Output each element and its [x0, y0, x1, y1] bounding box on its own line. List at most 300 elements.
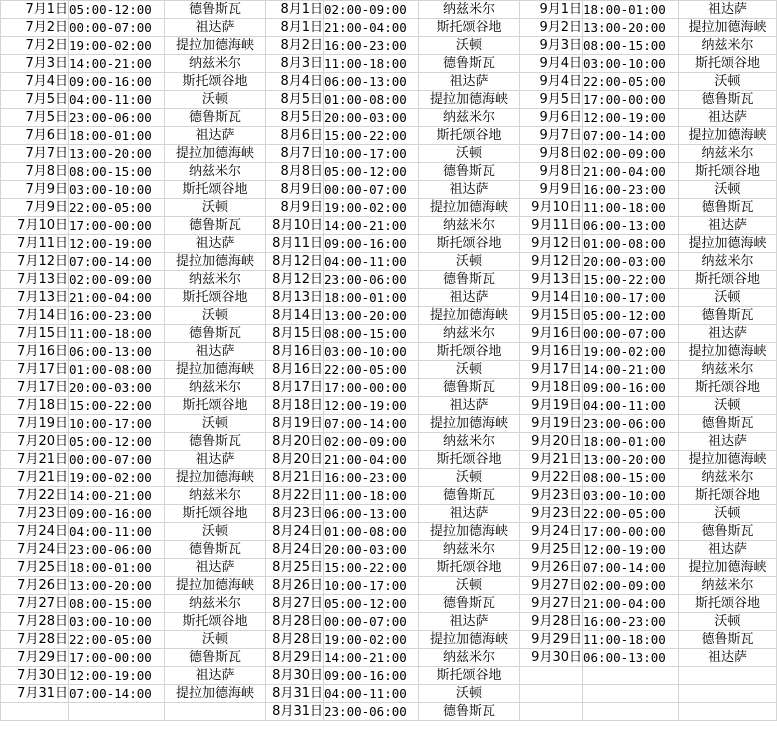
- date-cell[interactable]: 9月8日: [520, 163, 583, 181]
- time-cell[interactable]: 15:00-22:00: [69, 397, 165, 415]
- date-cell[interactable]: 8月14日: [266, 307, 324, 325]
- location-cell[interactable]: 祖达萨: [419, 613, 520, 631]
- date-cell[interactable]: 8月12日: [266, 271, 324, 289]
- date-cell[interactable]: 8月23日: [266, 505, 324, 523]
- time-cell[interactable]: 17:00-00:00: [324, 379, 419, 397]
- time-cell[interactable]: 19:00-02:00: [583, 343, 679, 361]
- time-cell[interactable]: 22:00-05:00: [324, 361, 419, 379]
- location-cell[interactable]: 德鲁斯瓦: [679, 631, 777, 649]
- date-cell[interactable]: 8月28日: [266, 613, 324, 631]
- time-cell[interactable]: 06:00-13:00: [583, 649, 679, 667]
- location-cell[interactable]: 祖达萨: [165, 127, 266, 145]
- time-cell[interactable]: 05:00-12:00: [324, 163, 419, 181]
- location-cell[interactable]: 提拉加德海峡: [165, 685, 266, 703]
- time-cell[interactable]: 01:00-08:00: [69, 361, 165, 379]
- date-cell[interactable]: 7月18日: [1, 397, 69, 415]
- date-cell[interactable]: 7月13日: [1, 289, 69, 307]
- date-cell[interactable]: 7月20日: [1, 433, 69, 451]
- location-cell[interactable]: 沃顿: [165, 415, 266, 433]
- date-cell[interactable]: 9月23日: [520, 505, 583, 523]
- date-cell[interactable]: 8月25日: [266, 559, 324, 577]
- time-cell[interactable]: 12:00-19:00: [324, 397, 419, 415]
- location-cell[interactable]: 纳兹米尔: [165, 379, 266, 397]
- date-cell[interactable]: 8月4日: [266, 73, 324, 91]
- location-cell[interactable]: 祖达萨: [165, 235, 266, 253]
- date-cell[interactable]: 7月11日: [1, 235, 69, 253]
- date-cell[interactable]: 7月19日: [1, 415, 69, 433]
- date-cell[interactable]: 7月28日: [1, 631, 69, 649]
- date-cell[interactable]: 9月24日: [520, 523, 583, 541]
- time-cell[interactable]: 18:00-01:00: [583, 1, 679, 19]
- date-cell[interactable]: 7月28日: [1, 613, 69, 631]
- location-cell[interactable]: 德鲁斯瓦: [419, 379, 520, 397]
- location-cell[interactable]: 沃顿: [165, 91, 266, 109]
- location-cell[interactable]: 德鲁斯瓦: [165, 1, 266, 19]
- time-cell[interactable]: 06:00-13:00: [69, 343, 165, 361]
- time-cell[interactable]: 23:00-06:00: [324, 703, 419, 721]
- date-cell[interactable]: 8月15日: [266, 325, 324, 343]
- location-cell[interactable]: 提拉加德海峡: [165, 37, 266, 55]
- time-cell[interactable]: 04:00-11:00: [324, 253, 419, 271]
- date-cell[interactable]: 9月19日: [520, 397, 583, 415]
- location-cell[interactable]: 沃顿: [165, 199, 266, 217]
- date-cell[interactable]: [1, 703, 69, 721]
- time-cell[interactable]: 13:00-20:00: [583, 451, 679, 469]
- date-cell[interactable]: 7月12日: [1, 253, 69, 271]
- date-cell[interactable]: 8月22日: [266, 487, 324, 505]
- location-cell[interactable]: 纳兹米尔: [419, 649, 520, 667]
- date-cell[interactable]: 7月17日: [1, 361, 69, 379]
- time-cell[interactable]: 03:00-10:00: [69, 181, 165, 199]
- date-cell[interactable]: 7月7日: [1, 145, 69, 163]
- time-cell[interactable]: 08:00-15:00: [69, 595, 165, 613]
- time-cell[interactable]: 00:00-07:00: [324, 181, 419, 199]
- time-cell[interactable]: 14:00-21:00: [324, 649, 419, 667]
- time-cell[interactable]: 02:00-09:00: [69, 271, 165, 289]
- location-cell[interactable]: 纳兹米尔: [165, 55, 266, 73]
- location-cell[interactable]: 提拉加德海峡: [419, 631, 520, 649]
- time-cell[interactable]: 08:00-15:00: [583, 469, 679, 487]
- date-cell[interactable]: 9月19日: [520, 415, 583, 433]
- time-cell[interactable]: 08:00-15:00: [69, 163, 165, 181]
- location-cell[interactable]: 沃顿: [679, 397, 777, 415]
- time-cell[interactable]: 02:00-09:00: [583, 145, 679, 163]
- location-cell[interactable]: 斯托颂谷地: [419, 559, 520, 577]
- date-cell[interactable]: 9月6日: [520, 109, 583, 127]
- location-cell[interactable]: 祖达萨: [165, 667, 266, 685]
- location-cell[interactable]: 沃顿: [679, 73, 777, 91]
- time-cell[interactable]: 16:00-23:00: [69, 307, 165, 325]
- location-cell[interactable]: 祖达萨: [679, 1, 777, 19]
- time-cell[interactable]: 10:00-17:00: [324, 577, 419, 595]
- date-cell[interactable]: 8月30日: [266, 667, 324, 685]
- location-cell[interactable]: 沃顿: [419, 361, 520, 379]
- date-cell[interactable]: 7月1日: [1, 1, 69, 19]
- time-cell[interactable]: 23:00-06:00: [69, 109, 165, 127]
- time-cell[interactable]: 11:00-18:00: [324, 55, 419, 73]
- time-cell[interactable]: 03:00-10:00: [583, 487, 679, 505]
- time-cell[interactable]: 09:00-16:00: [69, 505, 165, 523]
- time-cell[interactable]: 04:00-11:00: [69, 523, 165, 541]
- date-cell[interactable]: 8月5日: [266, 91, 324, 109]
- time-cell[interactable]: 09:00-16:00: [583, 379, 679, 397]
- time-cell[interactable]: 18:00-01:00: [69, 559, 165, 577]
- location-cell[interactable]: 德鲁斯瓦: [165, 109, 266, 127]
- date-cell[interactable]: 8月20日: [266, 451, 324, 469]
- time-cell[interactable]: 16:00-23:00: [324, 469, 419, 487]
- location-cell[interactable]: 纳兹米尔: [679, 253, 777, 271]
- location-cell[interactable]: 德鲁斯瓦: [165, 433, 266, 451]
- location-cell[interactable]: 提拉加德海峡: [679, 343, 777, 361]
- date-cell[interactable]: 8月13日: [266, 289, 324, 307]
- time-cell[interactable]: 21:00-04:00: [583, 595, 679, 613]
- date-cell[interactable]: 7月25日: [1, 559, 69, 577]
- location-cell[interactable]: 祖达萨: [679, 109, 777, 127]
- location-cell[interactable]: 纳兹米尔: [679, 361, 777, 379]
- time-cell[interactable]: 17:00-00:00: [69, 217, 165, 235]
- location-cell[interactable]: 纳兹米尔: [419, 433, 520, 451]
- time-cell[interactable]: 19:00-02:00: [69, 37, 165, 55]
- time-cell[interactable]: 11:00-18:00: [583, 631, 679, 649]
- location-cell[interactable]: 沃顿: [679, 289, 777, 307]
- time-cell[interactable]: 07:00-14:00: [69, 685, 165, 703]
- location-cell[interactable]: 斯托颂谷地: [419, 343, 520, 361]
- location-cell[interactable]: 提拉加德海峡: [165, 253, 266, 271]
- time-cell[interactable]: 05:00-12:00: [69, 1, 165, 19]
- date-cell[interactable]: 9月15日: [520, 307, 583, 325]
- time-cell[interactable]: 20:00-03:00: [69, 379, 165, 397]
- time-cell[interactable]: 05:00-12:00: [324, 595, 419, 613]
- time-cell[interactable]: 13:00-20:00: [69, 577, 165, 595]
- time-cell[interactable]: 15:00-22:00: [583, 271, 679, 289]
- location-cell[interactable]: 德鲁斯瓦: [679, 523, 777, 541]
- time-cell[interactable]: 18:00-01:00: [583, 433, 679, 451]
- date-cell[interactable]: 9月4日: [520, 55, 583, 73]
- time-cell[interactable]: 21:00-04:00: [69, 289, 165, 307]
- location-cell[interactable]: 德鲁斯瓦: [165, 649, 266, 667]
- date-cell[interactable]: 9月5日: [520, 91, 583, 109]
- location-cell[interactable]: 祖达萨: [419, 181, 520, 199]
- date-cell[interactable]: 9月4日: [520, 73, 583, 91]
- time-cell[interactable]: 22:00-05:00: [583, 505, 679, 523]
- location-cell[interactable]: 祖达萨: [419, 505, 520, 523]
- time-cell[interactable]: 12:00-19:00: [69, 235, 165, 253]
- location-cell[interactable]: 斯托颂谷地: [165, 289, 266, 307]
- time-cell[interactable]: 06:00-13:00: [324, 73, 419, 91]
- location-cell[interactable]: 祖达萨: [419, 289, 520, 307]
- location-cell[interactable]: 德鲁斯瓦: [679, 307, 777, 325]
- time-cell[interactable]: 04:00-11:00: [583, 397, 679, 415]
- time-cell[interactable]: 03:00-10:00: [324, 343, 419, 361]
- time-cell[interactable]: 13:00-20:00: [583, 19, 679, 37]
- location-cell[interactable]: 德鲁斯瓦: [679, 415, 777, 433]
- time-cell[interactable]: 16:00-23:00: [324, 37, 419, 55]
- date-cell[interactable]: 8月8日: [266, 163, 324, 181]
- location-cell[interactable]: 提拉加德海峡: [679, 451, 777, 469]
- location-cell[interactable]: 祖达萨: [165, 559, 266, 577]
- time-cell[interactable]: 09:00-16:00: [69, 73, 165, 91]
- time-cell[interactable]: 16:00-23:00: [583, 613, 679, 631]
- time-cell[interactable]: 14:00-21:00: [69, 55, 165, 73]
- date-cell[interactable]: 9月30日: [520, 649, 583, 667]
- date-cell[interactable]: 7月26日: [1, 577, 69, 595]
- location-cell[interactable]: 祖达萨: [419, 73, 520, 91]
- date-cell[interactable]: 7月5日: [1, 91, 69, 109]
- time-cell[interactable]: 20:00-03:00: [324, 109, 419, 127]
- time-cell[interactable]: 16:00-23:00: [583, 181, 679, 199]
- time-cell[interactable]: 10:00-17:00: [583, 289, 679, 307]
- date-cell[interactable]: 8月6日: [266, 127, 324, 145]
- location-cell[interactable]: 纳兹米尔: [165, 163, 266, 181]
- location-cell[interactable]: 提拉加德海峡: [419, 307, 520, 325]
- location-cell[interactable]: 沃顿: [419, 577, 520, 595]
- location-cell[interactable]: 祖达萨: [679, 433, 777, 451]
- location-cell[interactable]: 德鲁斯瓦: [165, 217, 266, 235]
- location-cell[interactable]: 斯托颂谷地: [679, 271, 777, 289]
- time-cell[interactable]: 14:00-21:00: [583, 361, 679, 379]
- location-cell[interactable]: 斯托颂谷地: [679, 595, 777, 613]
- location-cell[interactable]: [679, 667, 777, 685]
- time-cell[interactable]: 12:00-19:00: [69, 667, 165, 685]
- location-cell[interactable]: 斯托颂谷地: [419, 235, 520, 253]
- location-cell[interactable]: 纳兹米尔: [419, 109, 520, 127]
- location-cell[interactable]: 德鲁斯瓦: [419, 595, 520, 613]
- location-cell[interactable]: 提拉加德海峡: [679, 19, 777, 37]
- date-cell[interactable]: 9月11日: [520, 217, 583, 235]
- location-cell[interactable]: 德鲁斯瓦: [165, 541, 266, 559]
- date-cell[interactable]: 8月11日: [266, 235, 324, 253]
- location-cell[interactable]: 沃顿: [419, 685, 520, 703]
- date-cell[interactable]: 9月16日: [520, 325, 583, 343]
- time-cell[interactable]: 10:00-17:00: [324, 145, 419, 163]
- location-cell[interactable]: [679, 685, 777, 703]
- location-cell[interactable]: 提拉加德海峡: [165, 361, 266, 379]
- date-cell[interactable]: [520, 667, 583, 685]
- date-cell[interactable]: 7月15日: [1, 325, 69, 343]
- location-cell[interactable]: 提拉加德海峡: [165, 145, 266, 163]
- time-cell[interactable]: 11:00-18:00: [69, 325, 165, 343]
- date-cell[interactable]: 8月28日: [266, 631, 324, 649]
- location-cell[interactable]: 祖达萨: [165, 19, 266, 37]
- location-cell[interactable]: 沃顿: [679, 181, 777, 199]
- location-cell[interactable]: 斯托颂谷地: [165, 181, 266, 199]
- date-cell[interactable]: 7月8日: [1, 163, 69, 181]
- date-cell[interactable]: 7月17日: [1, 379, 69, 397]
- location-cell[interactable]: 提拉加德海峡: [679, 559, 777, 577]
- time-cell[interactable]: 21:00-04:00: [324, 19, 419, 37]
- location-cell[interactable]: 德鲁斯瓦: [419, 271, 520, 289]
- date-cell[interactable]: 7月27日: [1, 595, 69, 613]
- time-cell[interactable]: 10:00-17:00: [69, 415, 165, 433]
- time-cell[interactable]: 07:00-14:00: [324, 415, 419, 433]
- date-cell[interactable]: 7月10日: [1, 217, 69, 235]
- location-cell[interactable]: 斯托颂谷地: [679, 487, 777, 505]
- date-cell[interactable]: 7月3日: [1, 55, 69, 73]
- date-cell[interactable]: 8月9日: [266, 181, 324, 199]
- date-cell[interactable]: 7月2日: [1, 37, 69, 55]
- date-cell[interactable]: 7月9日: [1, 199, 69, 217]
- time-cell[interactable]: 20:00-03:00: [583, 253, 679, 271]
- location-cell[interactable]: 纳兹米尔: [679, 469, 777, 487]
- location-cell[interactable]: 纳兹米尔: [679, 577, 777, 595]
- location-cell[interactable]: 斯托颂谷地: [165, 505, 266, 523]
- time-cell[interactable]: 21:00-04:00: [583, 163, 679, 181]
- location-cell[interactable]: 提拉加德海峡: [165, 469, 266, 487]
- time-cell[interactable]: 07:00-14:00: [69, 253, 165, 271]
- time-cell[interactable]: 18:00-01:00: [324, 289, 419, 307]
- location-cell[interactable]: 沃顿: [419, 253, 520, 271]
- location-cell[interactable]: 沃顿: [165, 631, 266, 649]
- time-cell[interactable]: [69, 703, 165, 721]
- date-cell[interactable]: 8月9日: [266, 199, 324, 217]
- time-cell[interactable]: 13:00-20:00: [324, 307, 419, 325]
- time-cell[interactable]: 22:00-05:00: [69, 631, 165, 649]
- date-cell[interactable]: 7月22日: [1, 487, 69, 505]
- date-cell[interactable]: 7月2日: [1, 19, 69, 37]
- date-cell[interactable]: 9月26日: [520, 559, 583, 577]
- location-cell[interactable]: 斯托颂谷地: [679, 379, 777, 397]
- date-cell[interactable]: 9月9日: [520, 181, 583, 199]
- date-cell[interactable]: 9月7日: [520, 127, 583, 145]
- location-cell[interactable]: 斯托颂谷地: [679, 55, 777, 73]
- location-cell[interactable]: 纳兹米尔: [419, 1, 520, 19]
- time-cell[interactable]: [583, 685, 679, 703]
- location-cell[interactable]: 提拉加德海峡: [165, 577, 266, 595]
- date-cell[interactable]: 9月10日: [520, 199, 583, 217]
- location-cell[interactable]: 德鲁斯瓦: [419, 703, 520, 721]
- date-cell[interactable]: 8月16日: [266, 361, 324, 379]
- date-cell[interactable]: 8月29日: [266, 649, 324, 667]
- time-cell[interactable]: 17:00-00:00: [583, 91, 679, 109]
- date-cell[interactable]: 9月18日: [520, 379, 583, 397]
- date-cell[interactable]: 9月27日: [520, 577, 583, 595]
- time-cell[interactable]: 11:00-18:00: [324, 487, 419, 505]
- date-cell[interactable]: 7月23日: [1, 505, 69, 523]
- date-cell[interactable]: 8月3日: [266, 55, 324, 73]
- date-cell[interactable]: 9月29日: [520, 631, 583, 649]
- location-cell[interactable]: 提拉加德海峡: [419, 415, 520, 433]
- date-cell[interactable]: 9月21日: [520, 451, 583, 469]
- location-cell[interactable]: 斯托颂谷地: [679, 163, 777, 181]
- location-cell[interactable]: 沃顿: [419, 145, 520, 163]
- time-cell[interactable]: 00:00-07:00: [69, 451, 165, 469]
- location-cell[interactable]: 德鲁斯瓦: [165, 325, 266, 343]
- location-cell[interactable]: 德鲁斯瓦: [419, 163, 520, 181]
- time-cell[interactable]: 23:00-06:00: [583, 415, 679, 433]
- date-cell[interactable]: 9月2日: [520, 19, 583, 37]
- time-cell[interactable]: 00:00-07:00: [583, 325, 679, 343]
- date-cell[interactable]: 9月17日: [520, 361, 583, 379]
- location-cell[interactable]: 沃顿: [679, 505, 777, 523]
- time-cell[interactable]: 00:00-07:00: [324, 613, 419, 631]
- date-cell[interactable]: 7月16日: [1, 343, 69, 361]
- date-cell[interactable]: 7月31日: [1, 685, 69, 703]
- location-cell[interactable]: 斯托颂谷地: [419, 127, 520, 145]
- time-cell[interactable]: 22:00-05:00: [69, 199, 165, 217]
- date-cell[interactable]: 7月24日: [1, 523, 69, 541]
- time-cell[interactable]: 04:00-11:00: [69, 91, 165, 109]
- time-cell[interactable]: 08:00-15:00: [324, 325, 419, 343]
- location-cell[interactable]: 纳兹米尔: [679, 37, 777, 55]
- time-cell[interactable]: 09:00-16:00: [324, 667, 419, 685]
- date-cell[interactable]: 7月14日: [1, 307, 69, 325]
- date-cell[interactable]: 8月26日: [266, 577, 324, 595]
- location-cell[interactable]: 纳兹米尔: [679, 145, 777, 163]
- location-cell[interactable]: 德鲁斯瓦: [419, 487, 520, 505]
- time-cell[interactable]: 07:00-14:00: [583, 127, 679, 145]
- time-cell[interactable]: 14:00-21:00: [324, 217, 419, 235]
- date-cell[interactable]: 9月1日: [520, 1, 583, 19]
- date-cell[interactable]: 7月21日: [1, 451, 69, 469]
- time-cell[interactable]: 08:00-15:00: [583, 37, 679, 55]
- location-cell[interactable]: 德鲁斯瓦: [679, 199, 777, 217]
- date-cell[interactable]: 8月5日: [266, 109, 324, 127]
- date-cell[interactable]: 7月6日: [1, 127, 69, 145]
- location-cell[interactable]: 斯托颂谷地: [419, 451, 520, 469]
- location-cell[interactable]: 斯托颂谷地: [419, 19, 520, 37]
- time-cell[interactable]: 06:00-13:00: [583, 217, 679, 235]
- location-cell[interactable]: 德鲁斯瓦: [419, 55, 520, 73]
- date-cell[interactable]: 9月12日: [520, 253, 583, 271]
- date-cell[interactable]: 8月31日: [266, 685, 324, 703]
- date-cell[interactable]: 7月5日: [1, 109, 69, 127]
- location-cell[interactable]: 提拉加德海峡: [419, 199, 520, 217]
- time-cell[interactable]: 12:00-19:00: [583, 109, 679, 127]
- location-cell[interactable]: 提拉加德海峡: [419, 91, 520, 109]
- date-cell[interactable]: 7月9日: [1, 181, 69, 199]
- time-cell[interactable]: 17:00-00:00: [69, 649, 165, 667]
- time-cell[interactable]: 06:00-13:00: [324, 505, 419, 523]
- location-cell[interactable]: 德鲁斯瓦: [679, 91, 777, 109]
- date-cell[interactable]: 7月21日: [1, 469, 69, 487]
- date-cell[interactable]: 8月31日: [266, 703, 324, 721]
- time-cell[interactable]: 23:00-06:00: [69, 541, 165, 559]
- time-cell[interactable]: 01:00-08:00: [324, 91, 419, 109]
- location-cell[interactable]: 沃顿: [165, 307, 266, 325]
- time-cell[interactable]: 14:00-21:00: [69, 487, 165, 505]
- location-cell[interactable]: 纳兹米尔: [419, 217, 520, 235]
- date-cell[interactable]: 8月1日: [266, 19, 324, 37]
- date-cell[interactable]: 9月28日: [520, 613, 583, 631]
- location-cell[interactable]: 祖达萨: [165, 451, 266, 469]
- date-cell[interactable]: 8月18日: [266, 397, 324, 415]
- time-cell[interactable]: 00:00-07:00: [69, 19, 165, 37]
- location-cell[interactable]: 提拉加德海峡: [419, 523, 520, 541]
- time-cell[interactable]: 07:00-14:00: [583, 559, 679, 577]
- location-cell[interactable]: 沃顿: [679, 613, 777, 631]
- date-cell[interactable]: 8月27日: [266, 595, 324, 613]
- time-cell[interactable]: 09:00-16:00: [324, 235, 419, 253]
- date-cell[interactable]: 8月16日: [266, 343, 324, 361]
- time-cell[interactable]: 15:00-22:00: [324, 127, 419, 145]
- location-cell[interactable]: 提拉加德海峡: [679, 235, 777, 253]
- location-cell[interactable]: 提拉加德海峡: [679, 127, 777, 145]
- time-cell[interactable]: [583, 703, 679, 721]
- time-cell[interactable]: 05:00-12:00: [69, 433, 165, 451]
- time-cell[interactable]: 15:00-22:00: [324, 559, 419, 577]
- time-cell[interactable]: 04:00-11:00: [324, 685, 419, 703]
- location-cell[interactable]: 纳兹米尔: [165, 595, 266, 613]
- time-cell[interactable]: 19:00-02:00: [324, 631, 419, 649]
- time-cell[interactable]: 13:00-20:00: [69, 145, 165, 163]
- date-cell[interactable]: 8月7日: [266, 145, 324, 163]
- date-cell[interactable]: 8月24日: [266, 523, 324, 541]
- location-cell[interactable]: 祖达萨: [679, 541, 777, 559]
- location-cell[interactable]: [679, 703, 777, 721]
- location-cell[interactable]: 祖达萨: [679, 325, 777, 343]
- time-cell[interactable]: 02:00-09:00: [324, 433, 419, 451]
- date-cell[interactable]: 9月20日: [520, 433, 583, 451]
